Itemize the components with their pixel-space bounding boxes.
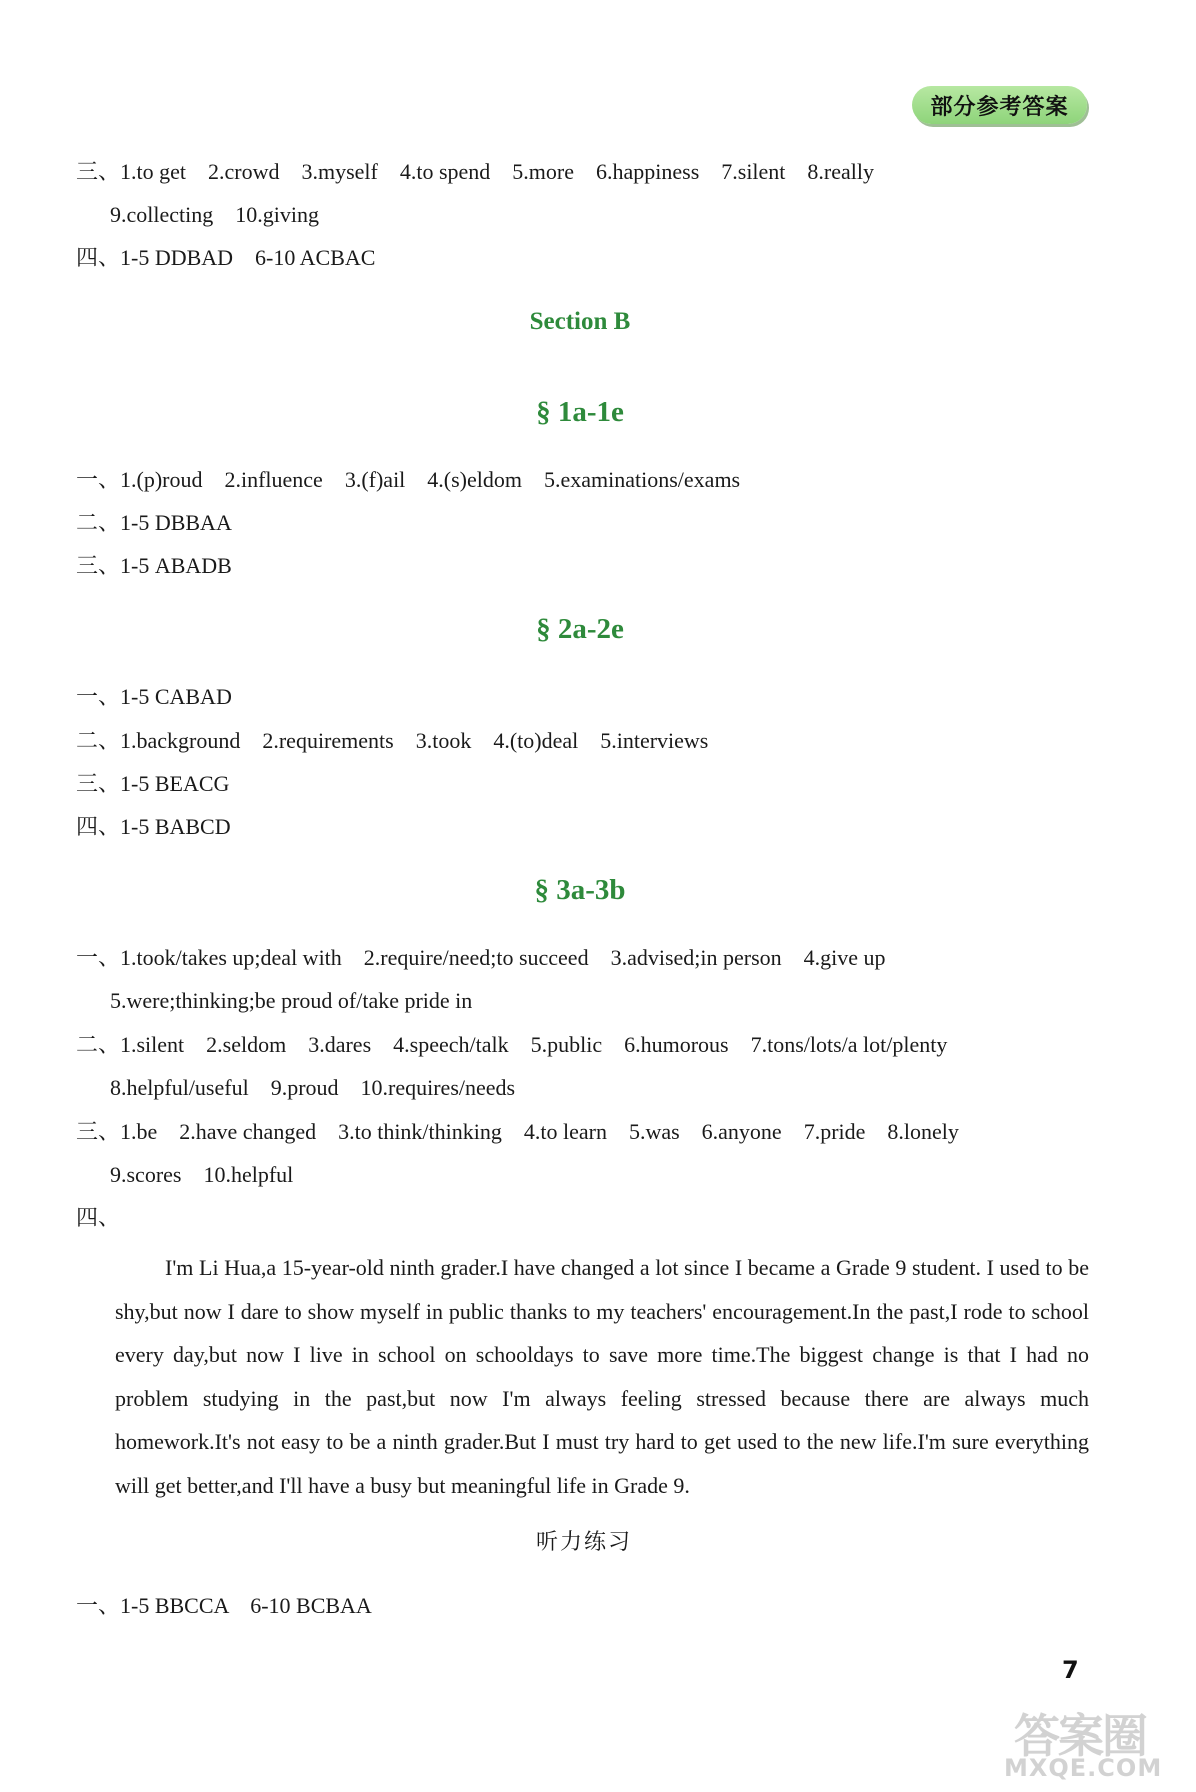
answer-line: 三、1.be 2.have changed 3.to think/thinking 4.to learn 5.was 6.anyone 7.pride 8.lonely	[76, 1119, 959, 1144]
site-watermark	[1000, 1700, 1190, 1785]
answer-line: 一、1-5 CABAD	[76, 684, 232, 709]
answer-line: 二、1.silent 2.seldom 3.dares 4.speech/talk 5.public 6.humorous 7.tons/lots/a lot/plenty	[76, 1032, 948, 1057]
answer-line: 一、1.(p)roud 2.influence 3.(f)ail 4.(s)eldom 5.examinations/exams	[76, 467, 741, 492]
listening-title: 听力练习	[535, 1530, 632, 1555]
answer-line: 四、	[76, 1205, 121, 1230]
answer-line: 四、1-5 DDBAD 6-10 ACBAC	[76, 245, 376, 270]
answer-line: 三、1-5 ABADB	[76, 553, 232, 578]
answer-key-badge: 部分参考答案	[912, 86, 1087, 124]
answer-line: 四、1-5 BABCD	[76, 814, 231, 839]
writing-sample-essay: I'm Li Hua,a 15-year-old ninth grader.I have changed a lot since I became a Grade 9 student. I used to be shy,but now I dare to show myself in public thanks to my teachers' encouragement.In the past,I rode to school every day,but now I live in school on schooldays to save more time.The biggest change is that I had no problem studying in the past,but now I'm always feeling stressed because there are always much homework.It's not easy to be a ninth grader.But I must try hard to get used to the new life.I'm sure everything will get better,and I'll have a busy but meaningful life in Grade 9.	[115, 1255, 1089, 1498]
watermark-en: MXQE.COM	[1004, 1754, 1163, 1782]
subsection-title: § 1a-1e	[536, 396, 624, 428]
answer-line: 一、1.took/takes up;deal with 2.require/need;to succeed 3.advised;in person 4.give up	[76, 945, 886, 970]
answer-line: 8.helpful/useful 9.proud 10.requires/needs	[110, 1075, 516, 1100]
answer-line: 三、1.to get 2.crowd 3.myself 4.to spend 5.more 6.happiness 7.silent 8.really	[76, 159, 874, 184]
answer-line: 二、1.background 2.requirements 3.took 4.(to)deal 5.interviews	[76, 728, 709, 753]
answer-line: 一、1-5 BBCCA 6-10 BCBAA	[76, 1593, 372, 1618]
section-title: Section B	[529, 308, 631, 335]
subsection-title: § 3a-3b	[534, 874, 626, 906]
answer-line: 9.scores 10.helpful	[110, 1162, 294, 1187]
answer-line: 9.collecting 10.giving	[110, 202, 319, 227]
page-number: 7	[1062, 1656, 1079, 1684]
subsection-title: § 2a-2e	[536, 613, 624, 645]
answer-line: 二、1-5 DBBAA	[76, 510, 232, 535]
answer-line: 三、1-5 BEACG	[76, 771, 230, 796]
answer-line: 5.were;thinking;be proud of/take pride in	[110, 988, 473, 1013]
watermark-cn: 答案圈	[1014, 1709, 1146, 1763]
